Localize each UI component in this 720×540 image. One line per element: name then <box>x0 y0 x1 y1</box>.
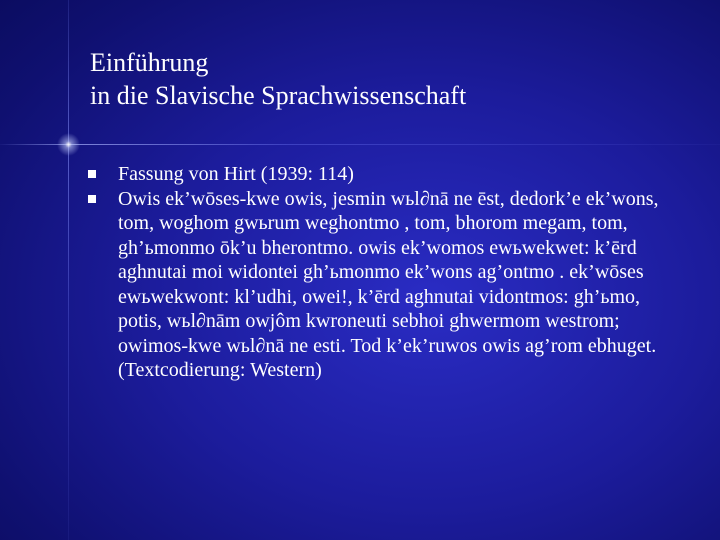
decorative-sparkle-icon <box>55 131 82 158</box>
bullet-item-text <box>84 187 684 383</box>
decorative-vertical-line <box>68 0 69 540</box>
decorative-horizontal-line <box>0 144 720 145</box>
slide-title <box>90 46 466 112</box>
slide-title-line-2: in die Slavische Sprachwissenschaft <box>90 81 467 110</box>
bullet-list <box>84 162 684 383</box>
square-bullet-icon <box>88 170 96 178</box>
square-bullet-icon <box>88 195 96 203</box>
bullet-text-fable: Owis ek’wōses-kwe owis, jesmin wьl∂nā ne ēst, dedork’e ek’wons, tom, woghom gwьrum weghontmo , tom, bhorom megam, tom, gh’ьmonmo ōk’u bherontmo. owis ek’womos ewьwekwet: k’ērd aghnutai moi widontei gh’ьmonmo ek’wons ag’ontmo . ek’wōses ewьwekwont: kl’udhi, owei!, k’ērd aghnutai vidontmos: gh’ьmo, potis, wьl∂nām owjôm kwroneuti sebhoi ghwermom westrom; owimos-kwe wьl∂nā ne esti. Tod k’ek’ruwos owis ag’rom ebhuget. (Textcodierung: Western) <box>118 187 659 381</box>
bullet-item-source <box>84 162 684 187</box>
slide-title-line-1: Einführung <box>90 48 209 77</box>
bullet-text-source: Fassung von Hirt (1939: 114) <box>118 163 354 185</box>
